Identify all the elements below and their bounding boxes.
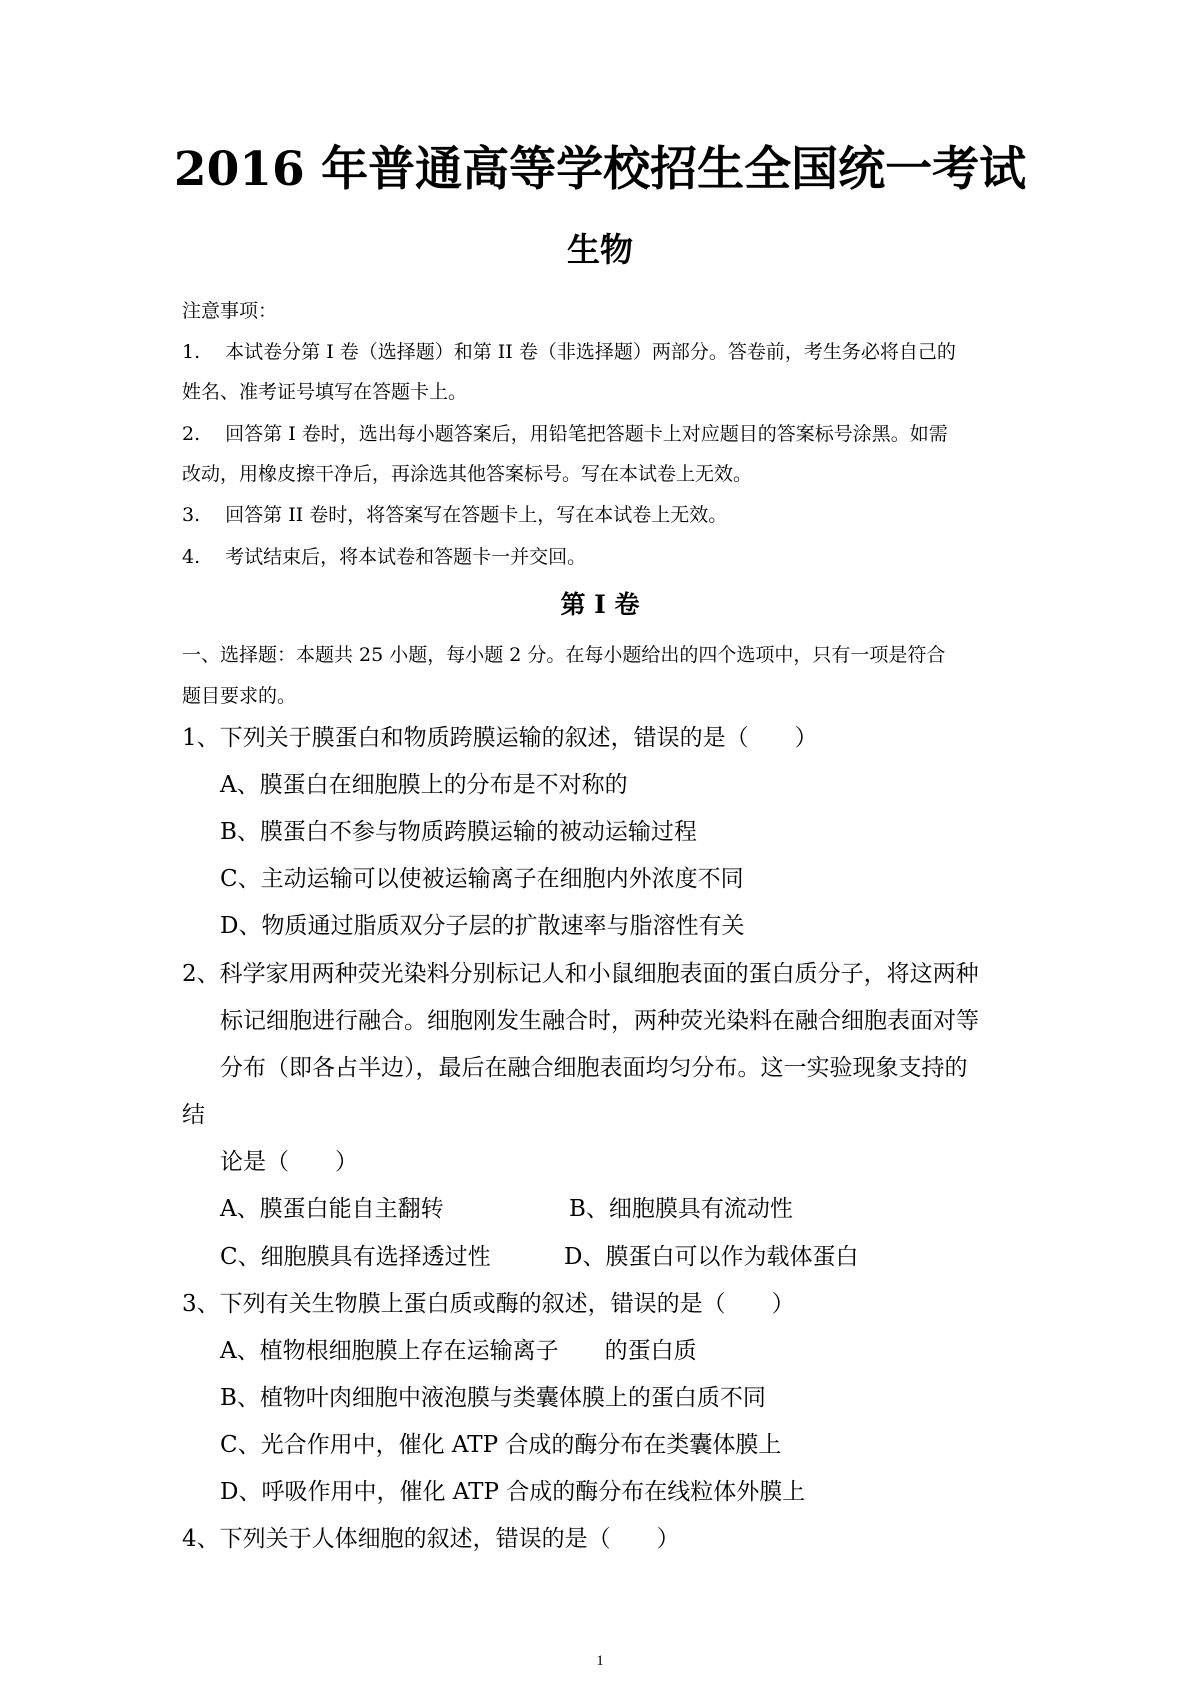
notice-line: 姓名、准考证号填写在答题卡上。: [182, 381, 468, 403]
section-intro: 题目要求的。: [182, 685, 297, 707]
question-3-option: B、植物叶肉细胞中液泡膜与类囊体膜上的蛋白质不同: [220, 1385, 766, 1411]
notice-line: 1. 本试卷分第 I 卷（选择题）和第 II 卷（非选择题）两部分。答卷前，考生务必将自己的: [182, 341, 956, 363]
question-2-option: D、膜蛋白可以作为载体蛋白: [564, 1244, 859, 1270]
page-number: 1: [596, 1653, 604, 1669]
question-3-option: C、光合作用中，催化 ATP 合成的酶分布在类囊体膜上: [220, 1432, 782, 1458]
question-2-stem: 2、科学家用两种荧光染料分别标记人和小鼠细胞表面的蛋白质分子，将这两种: [182, 961, 979, 987]
section-intro: 一、选择题：本题共 25 小题，每小题 2 分。在每小题给出的四个选项中，只有一项是符合: [182, 644, 946, 666]
question-2-stem: 结: [182, 1102, 205, 1128]
question-1-stem: 1、下列关于膜蛋白和物质跨膜运输的叙述，错误的是（ ）: [182, 725, 818, 751]
notice-line: 改动，用橡皮擦干净后，再涂选其他答案标号。写在本试卷上无效。: [182, 463, 753, 485]
question-1-option: B、膜蛋白不参与物质跨膜运输的被动运输过程: [220, 819, 697, 845]
question-2-option: C、细胞膜具有选择透过性: [220, 1244, 491, 1270]
notice-line: 2. 回答第 I 卷时，选出每小题答案后，用铅笔把答题卡上对应题目的答案标号涂黑。如需: [182, 423, 948, 445]
notice-line: 3. 回答第 II 卷时，将答案写在答题卡上，写在本试卷上无效。: [182, 504, 728, 526]
question-1-option: D、物质通过脂质双分子层的扩散速率与脂溶性有关: [220, 913, 745, 939]
notice-heading: 注意事项：: [182, 300, 278, 322]
exam-title: 2016 年普通高等学校招生全国统一考试: [173, 142, 1027, 197]
question-2-option: B、细胞膜具有流动性: [569, 1196, 793, 1222]
section-title: 第 I 卷: [560, 590, 640, 619]
question-2-stem: 标记细胞进行融合。细胞刚发生融合时，两种荧光染料在融合细胞表面对等: [220, 1008, 979, 1034]
question-1-option: C、主动运输可以使被运输离子在细胞内外浓度不同: [220, 866, 744, 892]
question-2-stem: 论是（ ）: [220, 1149, 358, 1175]
notice-line: 4. 考试结束后，将本试卷和答题卡一并交回。: [182, 546, 587, 568]
question-3-option: D、呼吸作用中，催化 ATP 合成的酶分布在线粒体外膜上: [220, 1479, 806, 1505]
subject-title: 生物: [567, 230, 633, 269]
question-2-stem: 分布（即各占半边），最后在融合细胞表面均匀分布。这一实验现象支持的: [220, 1055, 968, 1081]
question-3-option: A、植物根细胞膜上存在运输离子 的蛋白质: [220, 1338, 697, 1364]
question-1-option: A、膜蛋白在细胞膜上的分布是不对称的: [220, 772, 628, 798]
question-4-stem: 4、下列关于人体细胞的叙述，错误的是（ ）: [182, 1526, 680, 1552]
question-2-option: A、膜蛋白能自主翻转: [220, 1196, 444, 1222]
question-3-stem: 3、下列有关生物膜上蛋白质或酶的叙述，错误的是（ ）: [182, 1291, 795, 1317]
